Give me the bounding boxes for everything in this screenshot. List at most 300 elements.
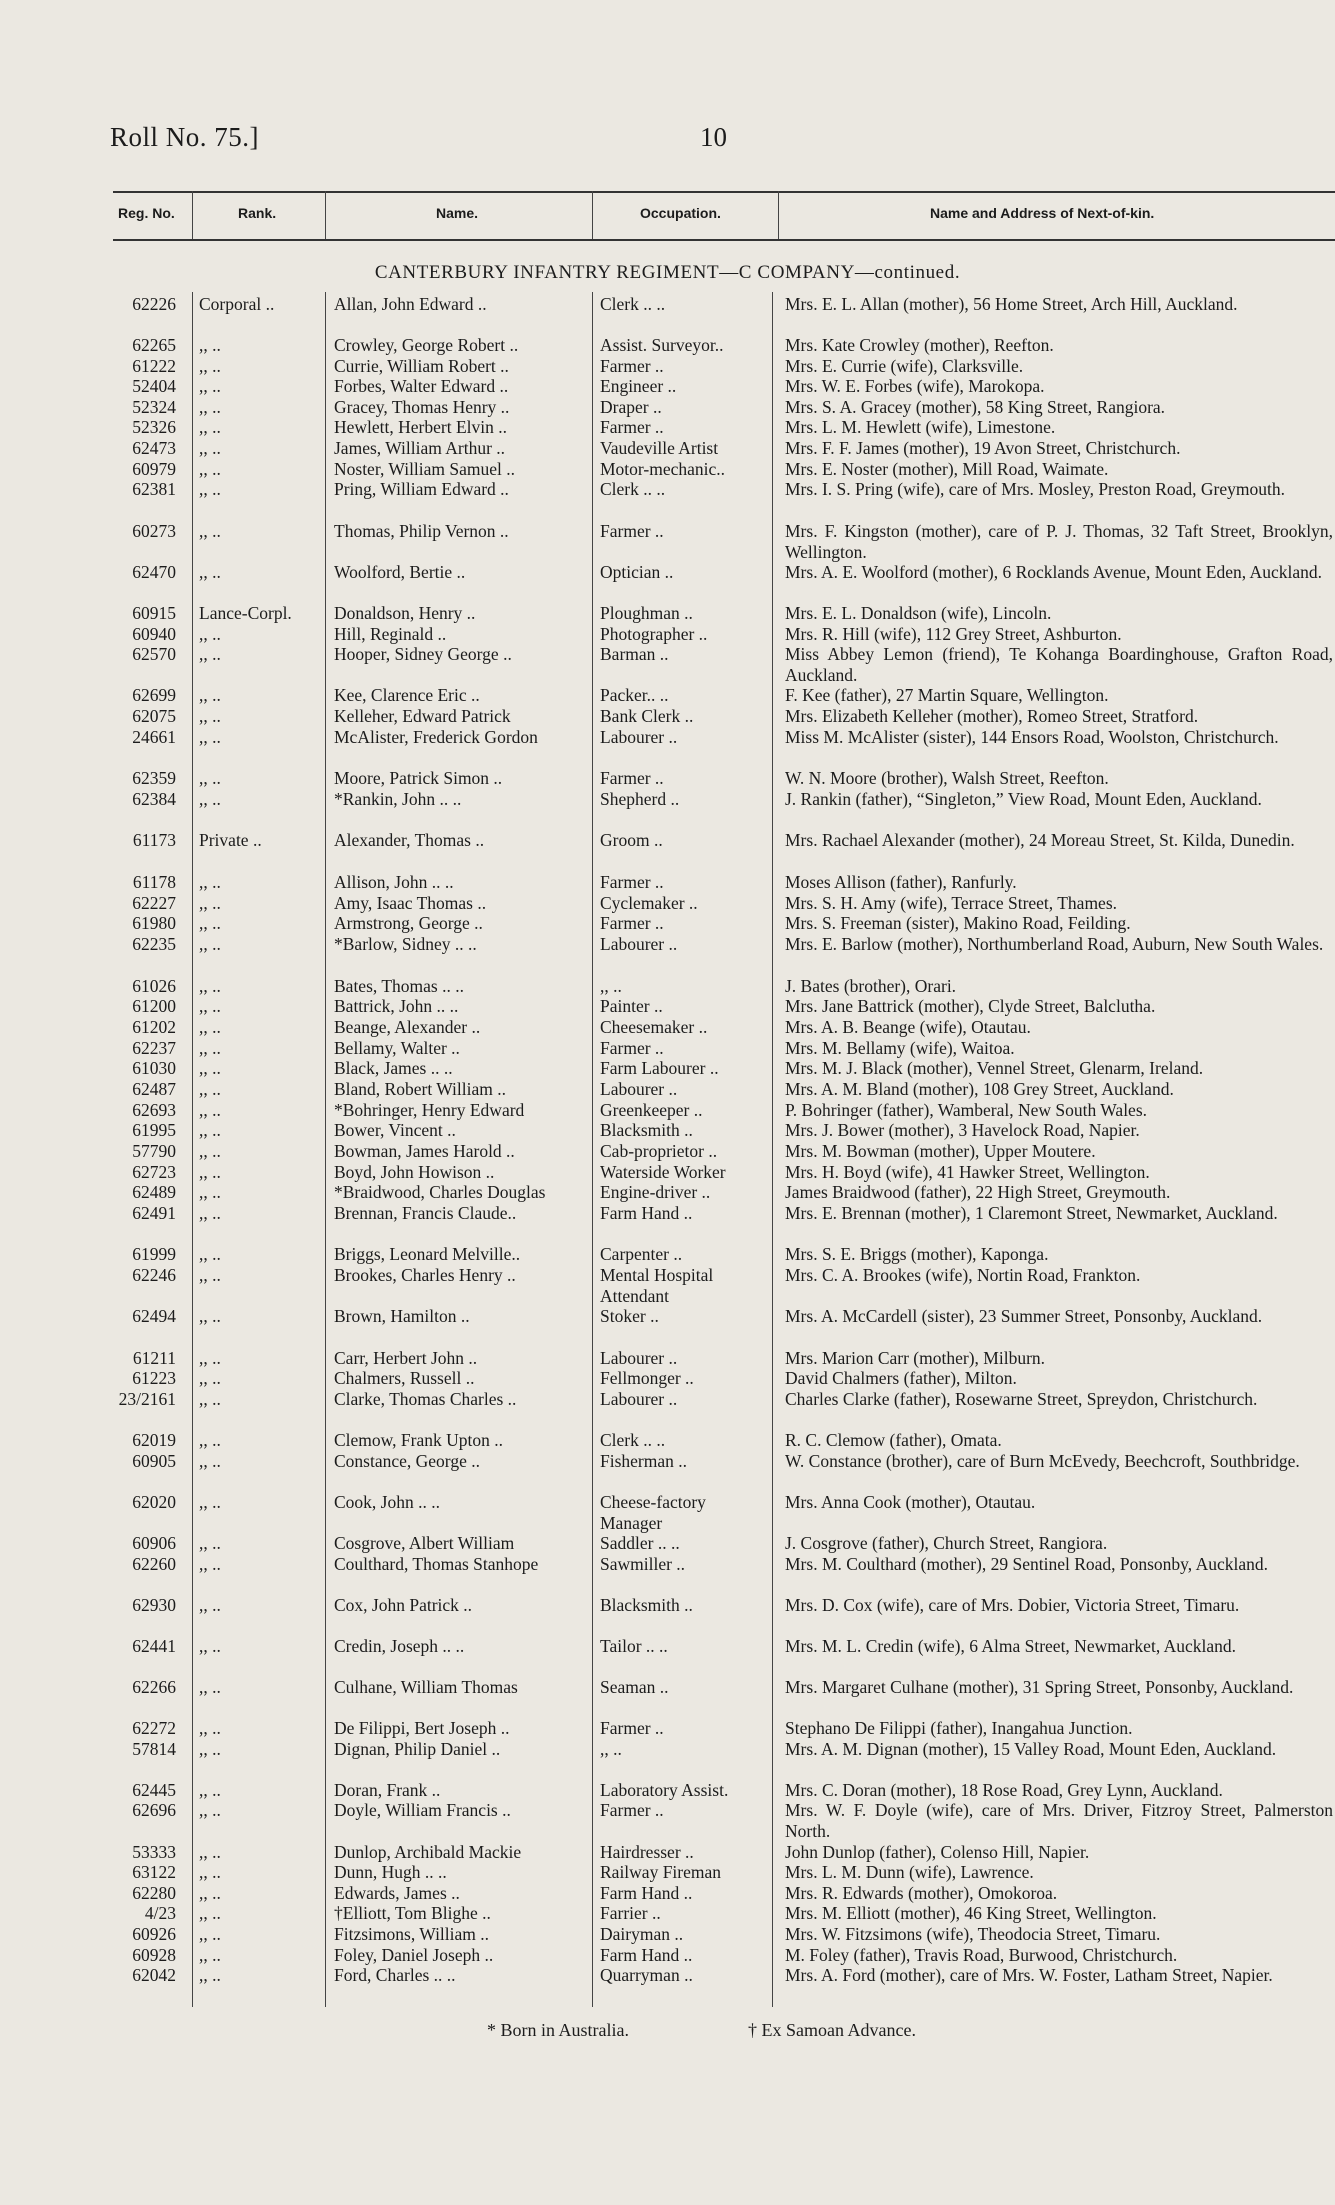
rank-cell: ,, .. bbox=[199, 397, 221, 417]
rank-cell: ,, .. bbox=[199, 1306, 221, 1326]
reg-no-cell: 57814 bbox=[132, 1739, 176, 1759]
rank-cell: ,, .. bbox=[199, 1162, 221, 1182]
rank-cell: ,, .. bbox=[199, 624, 221, 644]
name-cell: Pring, William Edward .. bbox=[334, 479, 509, 499]
occupation-cell: Greenkeeper .. bbox=[600, 1100, 703, 1120]
next-of-kin-cell: Mrs. E. Noster (mother), Mill Road, Waimate. bbox=[785, 459, 1109, 479]
occupation-cell: Farm Hand .. bbox=[600, 1883, 693, 1903]
rank-cell: ,, .. bbox=[199, 768, 221, 788]
name-cell: *Braidwood, Charles Douglas bbox=[334, 1182, 546, 1202]
next-of-kin-cell: David Chalmers (father), Milton. bbox=[785, 1368, 1017, 1388]
name-cell: Culhane, William Thomas bbox=[334, 1677, 518, 1697]
occupation-cell: Farmer .. bbox=[600, 1038, 664, 1058]
rank-cell: ,, .. bbox=[199, 1182, 221, 1202]
occupation-cell: Barman .. bbox=[600, 644, 669, 664]
reg-no-cell: 60905 bbox=[132, 1451, 176, 1471]
reg-no-cell: 61030 bbox=[132, 1058, 176, 1078]
reg-no-cell: 62237 bbox=[132, 1038, 176, 1058]
name-cell: Noster, William Samuel .. bbox=[334, 459, 516, 479]
name-cell: Bland, Robert William .. bbox=[334, 1079, 507, 1099]
next-of-kin-cell: W. Constance (brother), care of Burn McEvedy, Beechcroft, Southbridge. bbox=[785, 1451, 1300, 1471]
rank-cell: ,, .. bbox=[199, 356, 221, 376]
name-cell: Battrick, John .. .. bbox=[334, 996, 459, 1016]
next-of-kin-cell: James Braidwood (father), 22 High Street, Greymouth. bbox=[785, 1182, 1171, 1202]
reg-no-cell: 63122 bbox=[132, 1862, 176, 1882]
occupation-cell: Labourer .. bbox=[600, 1348, 678, 1368]
occupation-cell: Mental Hospital Attendant bbox=[600, 1265, 714, 1306]
rank-cell: ,, .. bbox=[199, 1451, 221, 1471]
reg-no-cell: 62441 bbox=[132, 1636, 176, 1656]
rank-cell: ,, .. bbox=[199, 1718, 221, 1738]
reg-no-cell: 62227 bbox=[132, 893, 176, 913]
reg-no-cell: 62491 bbox=[132, 1203, 176, 1223]
reg-no-cell: 61026 bbox=[132, 976, 176, 996]
reg-no-cell: 60979 bbox=[132, 459, 176, 479]
rank-cell: ,, .. bbox=[199, 1368, 221, 1388]
occupation-cell: Farmer .. bbox=[600, 1800, 664, 1820]
name-cell: *Bohringer, Henry Edward bbox=[334, 1100, 525, 1120]
name-cell: Fitzsimons, William .. bbox=[334, 1924, 490, 1944]
rank-cell: ,, .. bbox=[199, 1141, 221, 1161]
occupation-cell: Ploughman .. bbox=[600, 603, 693, 623]
footnote-samoan-advance: † Ex Samoan Advance. bbox=[748, 2020, 916, 2040]
rank-cell: ,, .. bbox=[199, 1924, 221, 1944]
next-of-kin-cell: J. Rankin (father), “Singleton,” View Road, Mount Eden, Auckland. bbox=[785, 789, 1262, 809]
reg-no-cell: 62723 bbox=[132, 1162, 176, 1182]
name-cell: Brennan, Francis Claude.. bbox=[334, 1203, 517, 1223]
reg-no-cell: 61202 bbox=[132, 1017, 176, 1037]
roll-number: Roll No. 75.] bbox=[110, 122, 260, 152]
reg-no-cell: 62235 bbox=[132, 934, 176, 954]
occupation-cell: Groom .. bbox=[600, 830, 663, 850]
next-of-kin-cell: Mrs. Jane Battrick (mother), Clyde Street, Balclutha. bbox=[785, 996, 1156, 1016]
rank-cell: ,, .. bbox=[199, 417, 221, 437]
name-cell: Chalmers, Russell .. bbox=[334, 1368, 475, 1388]
occupation-cell: Draper .. bbox=[600, 397, 662, 417]
name-cell: Bowman, James Harold .. bbox=[334, 1141, 515, 1161]
occupation-cell: Hairdresser .. bbox=[600, 1842, 694, 1862]
occupation-cell: Assist. Surveyor.. bbox=[600, 335, 724, 355]
reg-no-cell: 57790 bbox=[132, 1141, 176, 1161]
occupation-cell: Shepherd .. bbox=[600, 789, 680, 809]
name-cell: Moore, Patrick Simon .. bbox=[334, 768, 503, 788]
occupation-cell: Blacksmith .. bbox=[600, 1595, 693, 1615]
occupation-cell: Optician .. bbox=[600, 562, 674, 582]
reg-no-cell: 60273 bbox=[132, 521, 176, 541]
reg-no-cell: 62075 bbox=[132, 706, 176, 726]
reg-no-cell: 61995 bbox=[132, 1120, 176, 1140]
next-of-kin-cell: Mrs. C. A. Brookes (wife), Nortin Road, Frankton. bbox=[785, 1265, 1141, 1285]
name-cell: Cook, John .. .. bbox=[334, 1492, 440, 1512]
reg-no-cell: 60940 bbox=[132, 624, 176, 644]
name-cell: Bellamy, Walter .. bbox=[334, 1038, 460, 1058]
reg-no-cell: 62260 bbox=[132, 1554, 176, 1574]
name-cell: Clarke, Thomas Charles .. bbox=[334, 1389, 517, 1409]
page-number: 10 bbox=[700, 122, 727, 152]
footnote-born-australia: * Born in Australia. bbox=[487, 2020, 629, 2040]
occupation-cell: Vaudeville Artist bbox=[600, 438, 719, 458]
next-of-kin-cell: Stephano De Filippi (father), Inangahua Junction. bbox=[785, 1718, 1133, 1738]
occupation-cell: Clerk .. .. bbox=[600, 294, 666, 314]
next-of-kin-cell: Mrs. M. L. Credin (wife), 6 Alma Street, Newmarket, Auckland. bbox=[785, 1636, 1237, 1656]
reg-no-cell: 61980 bbox=[132, 913, 176, 933]
rank-cell: ,, .. bbox=[199, 521, 221, 541]
next-of-kin-cell: Mrs. E. L. Allan (mother), 56 Home Street, Arch Hill, Auckland. bbox=[785, 294, 1238, 314]
rank-cell: ,, .. bbox=[199, 976, 221, 996]
occupation-cell: ,, .. bbox=[600, 1739, 622, 1759]
occupation-cell: Dairyman .. bbox=[600, 1924, 684, 1944]
name-cell: Currie, William Robert .. bbox=[334, 356, 509, 376]
occupation-cell: Fisherman .. bbox=[600, 1451, 688, 1471]
reg-no-cell: 62470 bbox=[132, 562, 176, 582]
rank-cell: ,, .. bbox=[199, 1636, 221, 1656]
name-cell: Hooper, Sidney George .. bbox=[334, 644, 512, 664]
occupation-cell: Clerk .. .. bbox=[600, 479, 666, 499]
next-of-kin-cell: Mrs. S. A. Gracey (mother), 58 King Street, Rangiora. bbox=[785, 397, 1166, 417]
occupation-cell: Clerk .. .. bbox=[600, 1430, 666, 1450]
reg-no-cell: 62266 bbox=[132, 1677, 176, 1697]
occupation-cell: Engine-driver .. bbox=[600, 1182, 711, 1202]
rank-cell: ,, .. bbox=[199, 893, 221, 913]
occupation-cell: Quarryman .. bbox=[600, 1965, 693, 1985]
rank-cell: ,, .. bbox=[199, 706, 221, 726]
name-cell: Cosgrove, Albert William bbox=[334, 1533, 515, 1553]
name-cell: Amy, Isaac Thomas .. bbox=[334, 893, 487, 913]
name-cell: Ford, Charles .. .. bbox=[334, 1965, 456, 1985]
next-of-kin-cell: Mrs. Elizabeth Kelleher (mother), Romeo Street, Stratford. bbox=[785, 706, 1199, 726]
next-of-kin-cell: Mrs. M. Elliott (mother), 46 King Street, Wellington. bbox=[785, 1903, 1157, 1923]
header-rule-bottom bbox=[113, 239, 1335, 241]
rank-cell: ,, .. bbox=[199, 1965, 221, 1985]
rank-cell: ,, .. bbox=[199, 1389, 221, 1409]
next-of-kin-cell: Mrs. W. E. Forbes (wife), Marokopa. bbox=[785, 376, 1045, 396]
next-of-kin-cell: Mrs. A. Ford (mother), care of Mrs. W. Foster, Latham Street, Napier. bbox=[785, 1965, 1273, 1985]
occupation-cell: Labourer .. bbox=[600, 1389, 678, 1409]
rank-cell: ,, .. bbox=[199, 1244, 221, 1264]
reg-no-cell: 62042 bbox=[132, 1965, 176, 1985]
reg-no-cell: 61200 bbox=[132, 996, 176, 1016]
rank-cell: Lance-Corpl. bbox=[199, 603, 292, 623]
reg-no-cell: 62696 bbox=[132, 1800, 176, 1820]
next-of-kin-cell: Mrs. I. S. Pring (wife), care of Mrs. Mosley, Preston Road, Greymouth. bbox=[785, 479, 1285, 499]
reg-no-cell: 53333 bbox=[132, 1842, 176, 1862]
next-of-kin-cell: Mrs. C. Doran (mother), 18 Rose Road, Grey Lynn, Auckland. bbox=[785, 1780, 1223, 1800]
occupation-cell: Laboratory Assist. bbox=[600, 1780, 729, 1800]
next-of-kin-cell: Mrs. M. Bowman (mother), Upper Moutere. bbox=[785, 1141, 1096, 1161]
occupation-cell: Cheese-factory Manager bbox=[600, 1492, 706, 1533]
rank-cell: ,, .. bbox=[199, 1595, 221, 1615]
rank-cell: ,, .. bbox=[199, 1203, 221, 1223]
occupation-cell: Farmer .. bbox=[600, 872, 664, 892]
column-divider bbox=[592, 191, 593, 239]
next-of-kin-cell: Mrs. M. J. Black (mother), Vennel Street, Glenarm, Ireland. bbox=[785, 1058, 1204, 1078]
occupation-cell: Carpenter .. bbox=[600, 1244, 683, 1264]
occupation-cell: Waterside Worker bbox=[600, 1162, 726, 1182]
rank-cell: ,, .. bbox=[199, 1677, 221, 1697]
next-of-kin-cell: Mrs. A. McCardell (sister), 23 Summer Street, Ponsonby, Auckland. bbox=[785, 1306, 1263, 1326]
next-of-kin-cell: Mrs. F. Kingston (mother), care of P. J. Thomas, 32 Taft Street, Brooklyn, Wellington. bbox=[785, 521, 1333, 562]
occupation-cell: Farrier .. bbox=[600, 1903, 661, 1923]
reg-no-cell: 24661 bbox=[132, 727, 176, 747]
next-of-kin-cell: Mrs. F. F. James (mother), 19 Avon Street, Christchurch. bbox=[785, 438, 1181, 458]
name-cell: Crowley, George Robert .. bbox=[334, 335, 519, 355]
name-cell: Black, James .. .. bbox=[334, 1058, 453, 1078]
reg-no-cell: 62930 bbox=[132, 1595, 176, 1615]
reg-no-cell: 60915 bbox=[132, 603, 176, 623]
occupation-cell: Packer.. .. bbox=[600, 685, 669, 705]
name-cell: Bower, Vincent .. bbox=[334, 1120, 456, 1140]
rank-cell: ,, .. bbox=[199, 789, 221, 809]
next-of-kin-cell: Mrs. A. E. Woolford (mother), 6 Rocklands Avenue, Mount Eden, Auckland. bbox=[785, 562, 1322, 582]
reg-no-cell: 23/2161 bbox=[118, 1389, 176, 1409]
rank-cell: ,, .. bbox=[199, 1945, 221, 1965]
rank-cell: Private .. bbox=[199, 830, 262, 850]
reg-no-cell: 61173 bbox=[132, 830, 176, 850]
next-of-kin-cell: Mrs. W. F. Doyle (wife), care of Mrs. Driver, Fitzroy Street, Palmerston North. bbox=[785, 1800, 1333, 1841]
next-of-kin-cell: Mrs. S. Freeman (sister), Makino Road, Feilding. bbox=[785, 913, 1131, 933]
name-cell: Edwards, James .. bbox=[334, 1883, 460, 1903]
reg-no-cell: 52324 bbox=[132, 397, 176, 417]
name-cell: Kelleher, Edward Patrick bbox=[334, 706, 511, 726]
occupation-cell: Cheesemaker .. bbox=[600, 1017, 708, 1037]
next-of-kin-cell: F. Kee (father), 27 Martin Square, Wellington. bbox=[785, 685, 1109, 705]
occupation-cell: Bank Clerk .. bbox=[600, 706, 694, 726]
column-divider bbox=[778, 191, 779, 239]
name-cell: †Elliott, Tom Blighe .. bbox=[334, 1903, 491, 1923]
rank-cell: ,, .. bbox=[199, 1903, 221, 1923]
next-of-kin-cell: Mrs. R. Hill (wife), 112 Grey Street, Ashburton. bbox=[785, 624, 1122, 644]
name-cell: *Rankin, John .. .. bbox=[334, 789, 462, 809]
next-of-kin-cell: Mrs. L. M. Hewlett (wife), Limestone. bbox=[785, 417, 1056, 437]
next-of-kin-cell: W. N. Moore (brother), Walsh Street, Reefton. bbox=[785, 768, 1109, 788]
next-of-kin-cell: Miss Abbey Lemon (friend), Te Kohanga Boardinghouse, Grafton Road, Auckland. bbox=[785, 644, 1333, 685]
occupation-cell: Farm Labourer .. bbox=[600, 1058, 719, 1078]
name-cell: Constance, George .. bbox=[334, 1451, 480, 1471]
reg-no-cell: 61211 bbox=[132, 1348, 176, 1368]
occupation-cell: Sawmiller .. bbox=[600, 1554, 686, 1574]
rank-cell: ,, .. bbox=[199, 1058, 221, 1078]
reg-no-cell: 62445 bbox=[132, 1780, 176, 1800]
occupation-cell: Farmer .. bbox=[600, 768, 664, 788]
name-cell: Allan, John Edward .. bbox=[334, 294, 487, 314]
rank-cell: ,, .. bbox=[199, 562, 221, 582]
occupation-cell: Tailor .. .. bbox=[600, 1636, 668, 1656]
rank-cell: ,, .. bbox=[199, 727, 221, 747]
next-of-kin-cell: Mrs. H. Boyd (wife), 41 Hawker Street, Wellington. bbox=[785, 1162, 1150, 1182]
occupation-cell: Farmer .. bbox=[600, 356, 664, 376]
rank-cell: ,, .. bbox=[199, 1492, 221, 1512]
next-of-kin-cell: Mrs. A. M. Bland (mother), 108 Grey Street, Auckland. bbox=[785, 1079, 1174, 1099]
next-of-kin-cell: Moses Allison (father), Ranfurly. bbox=[785, 872, 1017, 892]
column-divider bbox=[592, 292, 593, 2007]
name-cell: *Barlow, Sidney .. .. bbox=[334, 934, 477, 954]
next-of-kin-cell: Mrs. R. Edwards (mother), Omokoroa. bbox=[785, 1883, 1058, 1903]
occupation-cell: Railway Fireman bbox=[600, 1862, 722, 1882]
reg-no-cell: 62473 bbox=[132, 438, 176, 458]
reg-no-cell: 62246 bbox=[132, 1265, 176, 1285]
name-cell: Doyle, William Francis .. bbox=[334, 1800, 511, 1820]
next-of-kin-cell: John Dunlop (father), Colenso Hill, Napier. bbox=[785, 1842, 1090, 1862]
rank-cell: ,, .. bbox=[199, 996, 221, 1016]
name-cell: McAlister, Frederick Gordon bbox=[334, 727, 538, 747]
name-cell: Bates, Thomas .. .. bbox=[334, 976, 464, 996]
reg-no-cell: 62381 bbox=[132, 479, 176, 499]
name-cell: Hill, Reginald .. bbox=[334, 624, 447, 644]
reg-no-cell: 62699 bbox=[132, 685, 176, 705]
occupation-cell: Cyclemaker .. bbox=[600, 893, 698, 913]
next-of-kin-cell: Mrs. J. Bower (mother), 3 Havelock Road, Napier. bbox=[785, 1120, 1140, 1140]
header-rank: Rank. bbox=[238, 205, 277, 221]
next-of-kin-cell: M. Foley (father), Travis Road, Burwood, Christchurch. bbox=[785, 1945, 1178, 1965]
next-of-kin-cell: Mrs. E. Brennan (mother), 1 Claremont Street, Newmarket, Auckland. bbox=[785, 1203, 1278, 1223]
rank-cell: ,, .. bbox=[199, 479, 221, 499]
rank-cell: ,, .. bbox=[199, 1100, 221, 1120]
header-reg-no: Reg. No. bbox=[118, 205, 175, 221]
reg-no-cell: 4/23 bbox=[144, 1903, 176, 1923]
next-of-kin-cell: Mrs. S. H. Amy (wife), Terrace Street, Thames. bbox=[785, 893, 1118, 913]
next-of-kin-cell: Mrs. E. Barlow (mother), Northumberland Road, Auburn, New South Wales. bbox=[785, 934, 1324, 954]
occupation-cell: Motor-mechanic.. bbox=[600, 459, 726, 479]
occupation-cell: Labourer .. bbox=[600, 934, 678, 954]
reg-no-cell: 62359 bbox=[132, 768, 176, 788]
occupation-cell: Blacksmith .. bbox=[600, 1120, 693, 1140]
reg-no-cell: 61999 bbox=[132, 1244, 176, 1264]
next-of-kin-cell: Mrs. E. Currie (wife), Clarksville. bbox=[785, 356, 1024, 376]
next-of-kin-cell: Mrs. Marion Carr (mother), Milburn. bbox=[785, 1348, 1046, 1368]
next-of-kin-cell: Mrs. Kate Crowley (mother), Reefton. bbox=[785, 335, 1054, 355]
occupation-cell: Farmer .. bbox=[600, 1718, 664, 1738]
name-cell: De Filippi, Bert Joseph .. bbox=[334, 1718, 510, 1738]
next-of-kin-cell: R. C. Clemow (father), Omata. bbox=[785, 1430, 1002, 1450]
next-of-kin-cell: Mrs. L. M. Dunn (wife), Lawrence. bbox=[785, 1862, 1034, 1882]
occupation-cell: Painter .. bbox=[600, 996, 663, 1016]
reg-no-cell: 62384 bbox=[132, 789, 176, 809]
rank-cell: ,, .. bbox=[199, 913, 221, 933]
name-cell: Donaldson, Henry .. bbox=[334, 603, 476, 623]
reg-no-cell: 60928 bbox=[132, 1945, 176, 1965]
next-of-kin-cell: Mrs. E. L. Donaldson (wife), Lincoln. bbox=[785, 603, 1052, 623]
header-name: Name. bbox=[436, 205, 479, 221]
rank-cell: ,, .. bbox=[199, 1842, 221, 1862]
next-of-kin-cell: Mrs. A. M. Dignan (mother), 15 Valley Road, Mount Eden, Auckland. bbox=[785, 1739, 1277, 1759]
next-of-kin-cell: Mrs. S. E. Briggs (mother), Kaponga. bbox=[785, 1244, 1049, 1264]
rank-cell: ,, .. bbox=[199, 1038, 221, 1058]
reg-no-cell: 61222 bbox=[132, 356, 176, 376]
occupation-cell: Engineer .. bbox=[600, 376, 677, 396]
header-next-of-kin: Name and Address of Next-of-kin. bbox=[930, 205, 1155, 221]
next-of-kin-cell: Mrs. Margaret Culhane (mother), 31 Spring Street, Ponsonby, Auckland. bbox=[785, 1677, 1294, 1697]
occupation-cell: Stoker .. bbox=[600, 1306, 659, 1326]
reg-no-cell: 62280 bbox=[132, 1883, 176, 1903]
next-of-kin-cell: P. Bohringer (father), Wamberal, New South Wales. bbox=[785, 1100, 1148, 1120]
occupation-cell: Farmer .. bbox=[600, 913, 664, 933]
next-of-kin-cell: Charles Clarke (father), Rosewarne Street, Spreydon, Christchurch. bbox=[785, 1389, 1258, 1409]
reg-no-cell: 52326 bbox=[132, 417, 176, 437]
name-cell: Brown, Hamilton .. bbox=[334, 1306, 470, 1326]
column-divider bbox=[192, 191, 193, 239]
occupation-cell: Labourer .. bbox=[600, 1079, 678, 1099]
next-of-kin-cell: Mrs. M. Bellamy (wife), Waitoa. bbox=[785, 1038, 1015, 1058]
reg-no-cell: 62019 bbox=[132, 1430, 176, 1450]
next-of-kin-cell: Mrs. W. Fitzsimons (wife), Theodocia Street, Timaru. bbox=[785, 1924, 1161, 1944]
occupation-cell: Farmer .. bbox=[600, 417, 664, 437]
name-cell: Carr, Herbert John .. bbox=[334, 1348, 478, 1368]
reg-no-cell: 60906 bbox=[132, 1533, 176, 1553]
occupation-cell: Cab-proprietor .. bbox=[600, 1141, 718, 1161]
rank-cell: ,, .. bbox=[199, 438, 221, 458]
occupation-cell: Saddler .. .. bbox=[600, 1533, 680, 1553]
name-cell: Clemow, Frank Upton .. bbox=[334, 1430, 503, 1450]
rank-cell: ,, .. bbox=[199, 1348, 221, 1368]
name-cell: Woolford, Bertie .. bbox=[334, 562, 466, 582]
reg-no-cell: 62020 bbox=[132, 1492, 176, 1512]
column-divider bbox=[325, 292, 326, 2007]
reg-no-cell: 62693 bbox=[132, 1100, 176, 1120]
name-cell: Allison, John .. .. bbox=[334, 872, 454, 892]
next-of-kin-cell: Mrs. Anna Cook (mother), Otautau. bbox=[785, 1492, 1036, 1512]
rank-cell: ,, .. bbox=[199, 376, 221, 396]
rank-cell: ,, .. bbox=[199, 1120, 221, 1140]
name-cell: Forbes, Walter Edward .. bbox=[334, 376, 509, 396]
name-cell: Dignan, Philip Daniel .. bbox=[334, 1739, 501, 1759]
rank-cell: ,, .. bbox=[199, 1800, 221, 1820]
rank-cell: ,, .. bbox=[199, 685, 221, 705]
name-cell: Brookes, Charles Henry .. bbox=[334, 1265, 516, 1285]
name-cell: Coulthard, Thomas Stanhope bbox=[334, 1554, 539, 1574]
next-of-kin-cell: Mrs. Rachael Alexander (mother), 24 Moreau Street, St. Kilda, Dunedin. bbox=[785, 830, 1295, 850]
occupation-cell: Seaman .. bbox=[600, 1677, 669, 1697]
next-of-kin-cell: J. Bates (brother), Orari. bbox=[785, 976, 957, 996]
next-of-kin-cell: Mrs. M. Coulthard (mother), 29 Sentinel Road, Ponsonby, Auckland. bbox=[785, 1554, 1268, 1574]
rank-cell: ,, .. bbox=[199, 1780, 221, 1800]
occupation-cell: Farm Hand .. bbox=[600, 1945, 693, 1965]
occupation-cell: ,, .. bbox=[600, 976, 622, 996]
rank-cell: ,, .. bbox=[199, 1533, 221, 1553]
name-cell: Dunlop, Archibald Mackie bbox=[334, 1842, 522, 1862]
name-cell: Briggs, Leonard Melville.. bbox=[334, 1244, 521, 1264]
rank-cell: ,, .. bbox=[199, 335, 221, 355]
reg-no-cell: 62226 bbox=[132, 294, 176, 314]
occupation-cell: Fellmonger .. bbox=[600, 1368, 694, 1388]
rank-cell: ,, .. bbox=[199, 1017, 221, 1037]
reg-no-cell: 62489 bbox=[132, 1182, 176, 1202]
name-cell: Cox, John Patrick .. bbox=[334, 1595, 473, 1615]
reg-no-cell: 62272 bbox=[132, 1718, 176, 1738]
rank-cell: ,, .. bbox=[199, 872, 221, 892]
name-cell: Credin, Joseph .. .. bbox=[334, 1636, 465, 1656]
next-of-kin-cell: J. Cosgrove (father), Church Street, Rangiora. bbox=[785, 1533, 1108, 1553]
name-cell: Armstrong, George .. bbox=[334, 913, 483, 933]
rank-cell: ,, .. bbox=[199, 1554, 221, 1574]
section-title: CANTERBURY INFANTRY REGIMENT—C COMPANY—continued. bbox=[374, 262, 961, 283]
name-cell: James, William Arthur .. bbox=[334, 438, 506, 458]
rank-cell: ,, .. bbox=[199, 1883, 221, 1903]
rank-cell: ,, .. bbox=[199, 1862, 221, 1882]
next-of-kin-cell: Mrs. D. Cox (wife), care of Mrs. Dobier, Victoria Street, Timaru. bbox=[785, 1595, 1240, 1615]
next-of-kin-cell: Miss M. McAlister (sister), 144 Ensors Road, Woolston, Christchurch. bbox=[785, 727, 1279, 747]
reg-no-cell: 62570 bbox=[132, 644, 176, 664]
name-cell: Thomas, Philip Vernon .. bbox=[334, 521, 509, 541]
name-cell: Kee, Clarence Eric .. bbox=[334, 685, 480, 705]
reg-no-cell: 61223 bbox=[132, 1368, 176, 1388]
reg-no-cell: 61178 bbox=[132, 872, 176, 892]
rank-cell: ,, .. bbox=[199, 1079, 221, 1099]
next-of-kin-cell: Mrs. A. B. Beange (wife), Otautau. bbox=[785, 1017, 1031, 1037]
name-cell: Gracey, Thomas Henry .. bbox=[334, 397, 510, 417]
rank-cell: ,, .. bbox=[199, 1430, 221, 1450]
occupation-cell: Farmer .. bbox=[600, 521, 664, 541]
column-divider bbox=[325, 191, 326, 239]
